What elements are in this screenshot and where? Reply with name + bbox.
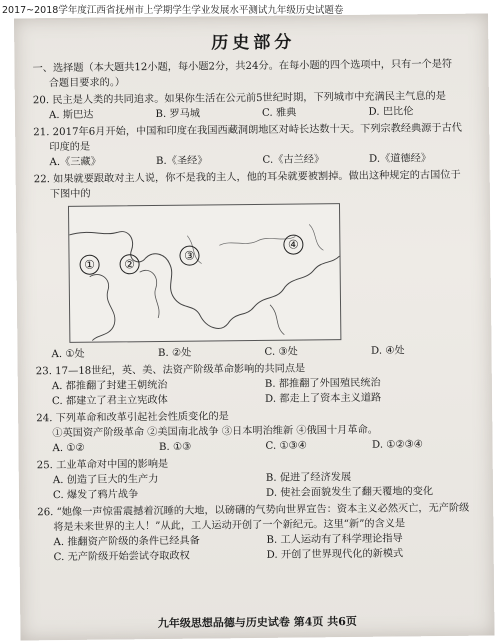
section-line-2: 合题目要求的。） (48, 77, 126, 90)
map-marker-4: ④ (283, 234, 303, 254)
option-c: C. 雅典 (261, 107, 297, 119)
option-c: C. 都建立了君主立宪政体 (51, 394, 168, 408)
section-line-1: 一、选择题（本大题共12小题，每小题2分，共24分。在每小题的四个选项中，只有一个是符 (32, 58, 453, 75)
question-23-options (36, 375, 478, 410)
exam-sheet (32, 28, 480, 566)
question-23 (36, 360, 478, 410)
option-b: B. 工人运动有了科学理论指导 (266, 533, 403, 546)
question-25-options (37, 469, 479, 504)
option-b: B. ②处 (157, 347, 192, 359)
option-d: D.《道德经》 (368, 153, 432, 165)
question-26-options (37, 531, 479, 566)
option-a: A. 推翻资产阶级的条件已经具备 (53, 535, 200, 549)
exam-photo (14, 14, 494, 641)
option-d: D. ①②③④ (371, 439, 423, 451)
option-c: C. ③处 (264, 346, 298, 358)
option-a: A. ①② (52, 442, 85, 455)
option-d: D. 开创了世界现代化的新模式 (266, 548, 404, 561)
question-22-stem: 22. 如果就要跟敢对主人说，你不是我的主人，他的耳朵就要被割掉。做出这种规定的古国位于 (33, 169, 461, 186)
question-25 (37, 454, 479, 504)
option-d: D. 巴比伦 (368, 106, 414, 118)
option-d: D. 都走上了资本主义道路 (264, 392, 382, 405)
map-outline-drawing (69, 204, 340, 342)
question-26-stem: 26. “她像一声惊雷震撼着沉睡的大地，以磅礴的气势向世界宣告：资本主义必然灭亡，无产阶级 (37, 502, 470, 519)
option-c: C.《古兰经》 (262, 154, 325, 166)
option-d: D. ④处 (370, 345, 405, 357)
question-26 (37, 501, 480, 566)
map-marker-3: ③ (179, 246, 199, 266)
option-a: A. ①处 (51, 348, 85, 361)
historical-map (68, 203, 341, 343)
option-a: A. 创造了巨大的生产力 (52, 473, 159, 487)
option-d: D. 使社会面貌发生了翻天覆地的变化 (265, 486, 434, 499)
page-footer: 九年级思想品德与历史试卷 第4页 共6页 (157, 614, 357, 631)
question-20-options (33, 104, 475, 124)
option-b: B. 罗马城 (155, 108, 201, 121)
question-20 (33, 89, 475, 124)
question-24-options (36, 437, 478, 457)
question-22 (34, 168, 478, 363)
option-a: A. 都推翻了封建王朝统治 (51, 379, 168, 393)
question-23-stem: 23. 17—18世纪，英、美、法资产阶级革命影响的共同点是 (35, 363, 306, 378)
question-24-items: ①英国资产阶级革命 ②美国南北战争 ③日本明治维新 ④俄国十月革命。 (52, 424, 378, 440)
question-24-stem: 24. 下列革命和改革引起社会性质变化的是 (36, 411, 229, 425)
option-b: B. 促进了经济发展 (265, 471, 352, 484)
option-c: C. ①③④ (265, 440, 307, 452)
question-25-stem: 25. 工业革命对中国的影响是 (36, 458, 169, 472)
question-21-stem-2: 印度的是 (49, 141, 91, 154)
page-heading: 2017~2018学年度江西省抚州市上学期学生学业发展水平测试九年级历史试题卷 (2, 5, 344, 16)
option-b: B. 都推翻了外国殖民统治 (264, 377, 381, 390)
section-instructions (32, 57, 474, 92)
option-a: A.《三藏》 (49, 156, 101, 169)
option-b: B. ①③ (158, 441, 192, 453)
map-marker-1: ① (79, 255, 99, 275)
question-21-stem: 21. 2017年6月开始，中国和印度在我国西藏洞朗地区对峙长达数十天。下列宗教经典源于古代 (33, 122, 463, 139)
option-c: C. 爆发了鸦片战争 (52, 489, 139, 502)
question-22-stem-2: 下图中的 (49, 188, 91, 201)
option-a: A. 斯巴达 (48, 109, 94, 122)
question-22-options (35, 343, 477, 363)
question-20-stem: 20. 民主是人类的共同追求。如果你生活在公元前5世纪时期，下列城市中充满民主气息的是 (32, 90, 446, 107)
question-24 (36, 407, 478, 457)
page-title: 历史部分 (211, 32, 296, 54)
question-26-stem-2: 将是未来世界的主人！”从此，工人运动开创了一个新纪元。这里“新”的含义是 (53, 518, 406, 534)
question-21 (33, 121, 475, 171)
option-c: C. 无产阶级开始尝试夺取政权 (53, 550, 190, 564)
question-21-options (33, 151, 475, 171)
option-b: B.《圣经》 (155, 155, 208, 168)
map-marker-2: ② (119, 254, 139, 274)
